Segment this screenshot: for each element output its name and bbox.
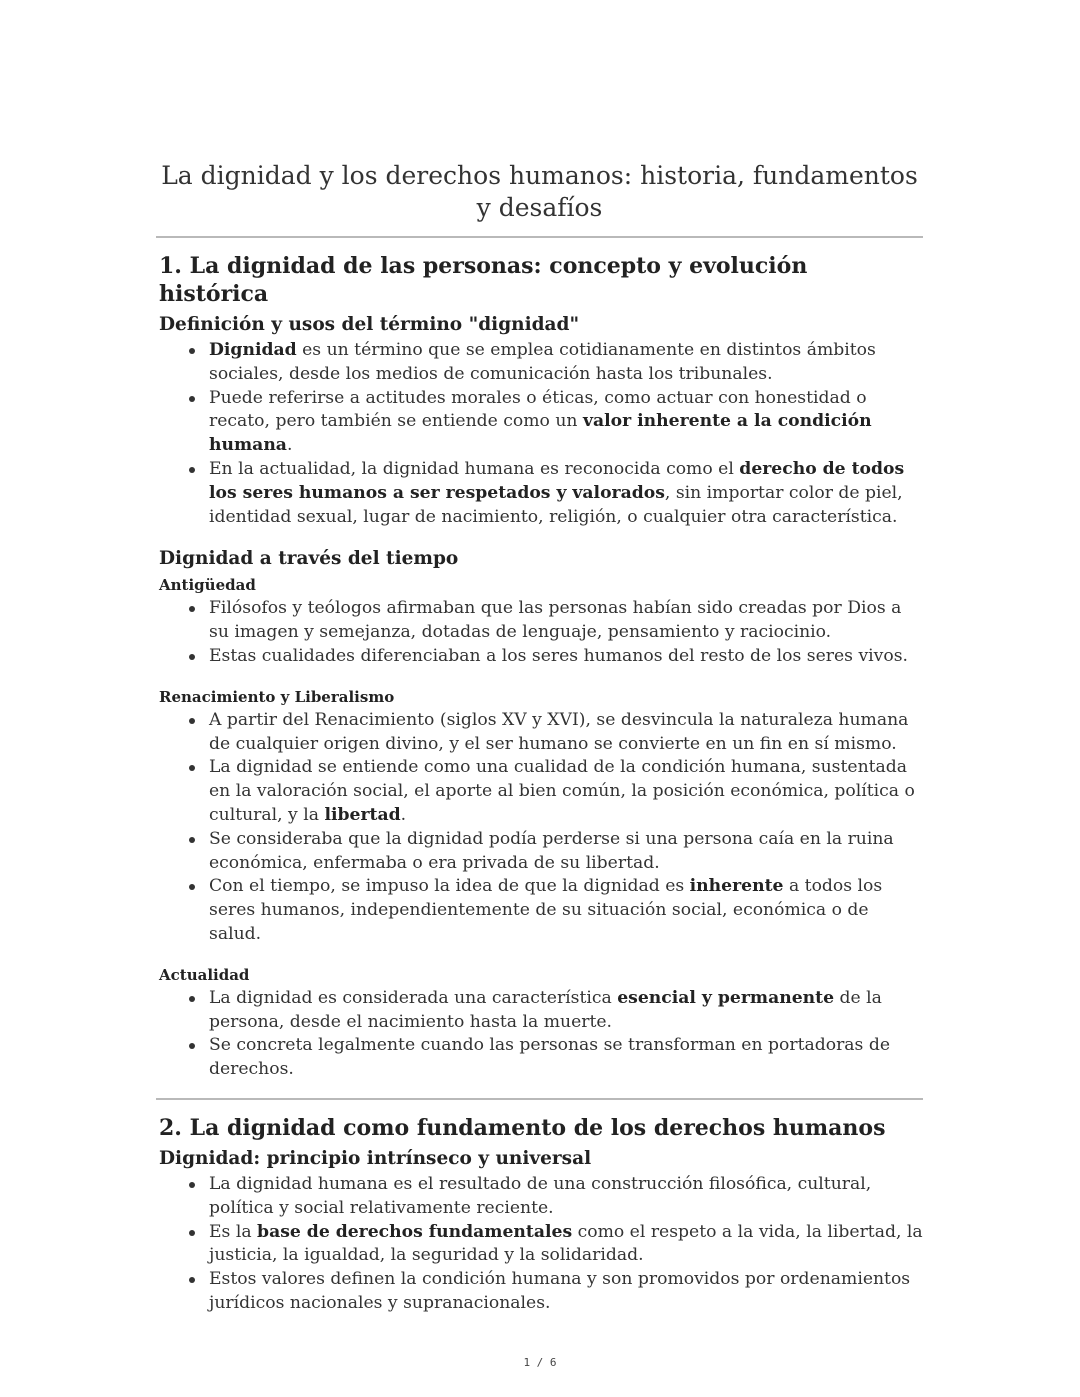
list-item: La dignidad se entiende como una cualidad de la condición humana, sustentada en la valoración social, el aporte al bien común, la posición económica, política o cultural, y la libertad. — [209, 756, 923, 827]
actualidad-list — [156, 987, 923, 1082]
period-heading-renacimiento: Renacimiento y Liberalismo — [159, 687, 395, 706]
list-item: Se consideraba que la dignidad podía perderse si una persona caía en la ruina económica, enfermaba o era privada de su libertad. — [209, 828, 923, 876]
list-item: A partir del Renacimiento (siglos XV y XVI), se desvincula la naturaleza humana de cualquier origen divino, y el ser humano se convierte en un fin en sí mismo. — [209, 709, 923, 757]
list-item: La dignidad es considerada una característica esencial y permanente de la persona, desde el nacimiento hasta la muerte. — [209, 987, 923, 1035]
title-divider — [156, 236, 923, 238]
list-item: Con el tiempo, se impuso la idea de que la dignidad es inherente a todos los seres humanos, independientemente de su situación social, económica o de salud. — [209, 875, 923, 946]
renacimiento-list — [156, 709, 923, 947]
list-item: Estas cualidades diferenciaban a los seres humanos del resto de los seres vivos. — [209, 645, 923, 669]
section-2-heading: 2. La dignidad como fundamento de los derechos humanos — [159, 1114, 886, 1141]
list-item: En la actualidad, la dignidad humana es reconocida como el derecho de todos los seres humanos a ser respetados y valorados, sin importar color de piel, identidad sexual, lugar de nacimiento, religión, o cualquier otra característica. — [209, 458, 923, 529]
document-title: La dignidad y los derechos humanos: historia, fundamentos y desafíos — [161, 161, 918, 222]
history-heading: Dignidad a través del tiempo — [159, 548, 459, 570]
period-heading-antiguedad: Antigüedad — [159, 576, 256, 595]
list-item: Puede referirse a actitudes morales o éticas, como actuar con honestidad o recato, pero también se entiende como un valor inherente a la condición humana. — [209, 387, 923, 458]
antiguedad-list — [156, 597, 923, 668]
definition-heading: Definición y usos del término "dignidad" — [159, 314, 580, 335]
list-item: Se concreta legalmente cuando las personas se transforman en portadoras de derechos. — [209, 1034, 923, 1082]
page-number: 1 / 6 — [523, 1356, 557, 1369]
section-1-heading: 1. La dignidad de las personas: concepto y evolución histórica — [159, 253, 808, 307]
document-page — [156, 156, 923, 1316]
list-item: La dignidad humana es el resultado de una construcción filosófica, cultural, política y social relativamente reciente. — [209, 1173, 923, 1221]
section-divider — [156, 1098, 923, 1100]
definition-list — [156, 339, 923, 529]
list-item: Es la base de derechos fundamentales como el respeto a la vida, la libertad, la justicia, la igualdad, la seguridad y la solidaridad. — [209, 1221, 923, 1269]
list-item: Dignidad es un término que se emplea cotidianamente en distintos ámbitos sociales, desde los medios de comunicación hasta los tribunales. — [209, 339, 923, 387]
principle-list — [156, 1173, 923, 1316]
list-item: Filósofos y teólogos afirmaban que las personas habían sido creadas por Dios a su imagen y semejanza, dotadas de lenguaje, pensamiento y raciocinio. — [209, 597, 923, 645]
list-item: Estos valores definen la condición humana y son promovidos por ordenamientos jurídicos nacionales y supranacionales. — [209, 1268, 923, 1316]
period-heading-actualidad: Actualidad — [159, 965, 250, 984]
principle-heading: Dignidad: principio intrínseco y universal — [159, 1147, 592, 1169]
